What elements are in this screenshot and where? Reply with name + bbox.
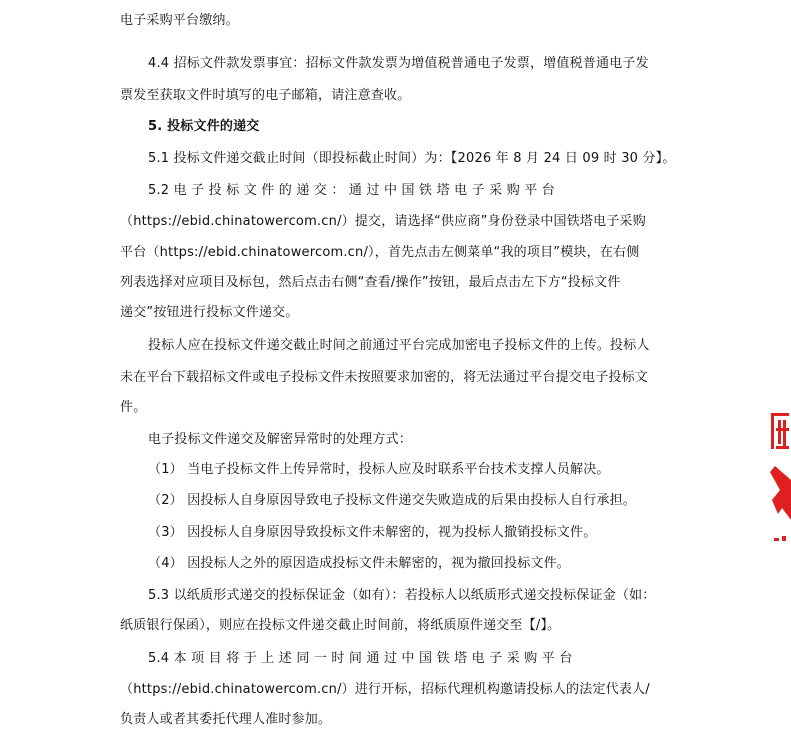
paragraph-line: 递交”按钮进行投标文件递交。 bbox=[120, 305, 299, 320]
paragraph-line: 电子采购平台缴纳。 bbox=[120, 13, 239, 28]
paragraph-line: 4.4 招标文件款发票事宜：招标文件款发票为增值税普通电子发票，增值税普通电子发 bbox=[148, 56, 649, 71]
paragraph-line: （https://ebid.chinatowercom.cn/）进行开标，招标代理机构邀请投标人的法定代表人/ bbox=[120, 682, 650, 697]
paragraph-line: （https://ebid.chinatowercom.cn/）提交，请选择“供应商”身份登录中国铁塔电子采购 bbox=[120, 214, 646, 229]
paragraph-line: 5.4 本 项 目 将 于 上 述 同 一 时 间 通 过 中 国 铁 塔 电 子 采 购 平 台 bbox=[148, 651, 573, 666]
paragraph-line: 票发至获取文件时填写的电子邮箱，请注意查收。 bbox=[120, 88, 411, 103]
section-heading: 5. 投标文件的递交 bbox=[148, 119, 260, 134]
paragraph-line: 列表选择对应项目及标包，然后点击右侧“查看/操作”按钮，最后点击左下方“投标文件 bbox=[120, 275, 621, 290]
list-item: （3） 因投标人自身原因导致投标文件未解密的，视为投标人撤销投标文件。 bbox=[148, 525, 597, 540]
paragraph-line: 5.3 以纸质形式递交的投标保证金（如有）：若投标人以纸质形式递交投标保证金（如： bbox=[148, 588, 656, 603]
paragraph-line: 平台（https://ebid.chinatowercom.cn/），首先点击左侧菜单“我的项目”模块，在右侧 bbox=[120, 245, 640, 260]
paragraph-line: 5.2 电 子 投 标 文 件 的 递 交 ： 通 过 中 国 铁 塔 电 子 采 购 平 台 bbox=[148, 183, 555, 198]
paragraph-line: 电子投标文件递交及解密异常时的处理方式： bbox=[148, 432, 413, 447]
list-item: （4） 因投标人之外的原因造成投标文件未解密的，视为撤回投标文件。 bbox=[148, 556, 571, 571]
paragraph-line: 投标人应在投标文件递交截止时间之前通过平台完成加密电子投标文件的上传。投标人 bbox=[148, 338, 650, 353]
paragraph-line: 未在平台下载招标文件或电子投标文件未按照要求加密的，将无法通过平台提交电子投标文 bbox=[120, 370, 649, 385]
paragraph-line: 负责人或者其委托代理人准时参加。 bbox=[120, 712, 332, 727]
paragraph-line: 5.1 投标文件递交截止时间（即投标截止时间）为：【2026 年 8 月 24 日 09 时 30 分】。 bbox=[148, 151, 676, 166]
red-stamp-fragment bbox=[768, 410, 791, 555]
list-item: （1） 当电子投标文件上传异常时，投标人应及时联系平台技术支撑人员解决。 bbox=[148, 462, 610, 477]
paragraph-line: 纸质银行保函），则应在投标文件递交截止时间前，将纸质原件递交至【/】。 bbox=[120, 618, 561, 633]
list-item: （2） 因投标人自身原因导致电子投标文件递交失败造成的后果由投标人自行承担。 bbox=[148, 493, 637, 508]
paragraph-line: 件。 bbox=[120, 400, 147, 415]
stamp-mark bbox=[770, 413, 791, 541]
